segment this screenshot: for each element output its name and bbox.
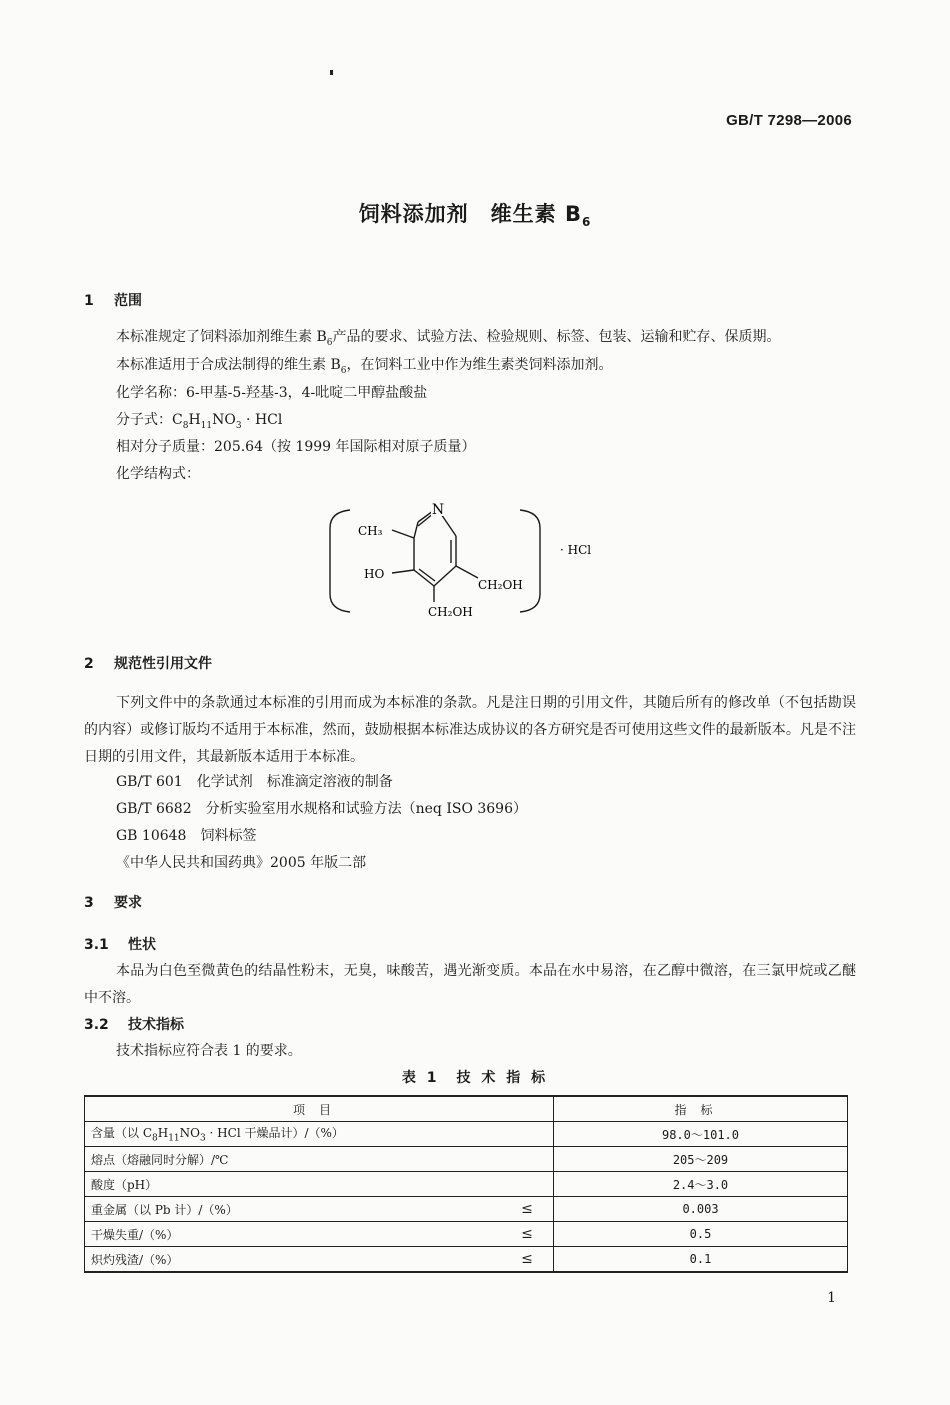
row-comparator (501, 1172, 554, 1197)
title-subscript: 6 (581, 215, 592, 230)
hcl-label: · HCl (560, 543, 592, 557)
standard-code: GB/T 7298—2006 (726, 112, 852, 129)
text: 本标准适用于合成法制得的维生素 B (116, 357, 341, 373)
row-item: 炽灼残渣/（%） (85, 1247, 502, 1273)
section-title: 范围 (114, 293, 142, 309)
text: 含量（以 C (91, 1126, 152, 1141)
text: C (172, 412, 183, 428)
column-header-value: 指标 (554, 1096, 848, 1122)
scope-paragraph-1 (116, 326, 780, 354)
text: ，在饲料工业中作为维生素类饲料添加剂。 (346, 357, 613, 373)
section-3-1-heading (84, 934, 156, 954)
row-item: 干燥失重/（%） (85, 1222, 502, 1247)
section-number: 2 (84, 656, 94, 672)
scan-speck (330, 70, 333, 75)
table-row (85, 1222, 848, 1247)
references-intro-paragraph: 下列文件中的条款通过本标准的引用而成为本标准的条款。凡是注日期的引用文件，其随后所有的修改单（不包括勘误的内容）或修订版均不适用于本标准，然而，鼓励根据本标准达成协议的各方研究是否可使用这些文件的最新版本。凡是不注日期的引用文件，其最新版本适用于本标准。 (84, 695, 856, 765)
subscript: 6 (326, 337, 333, 348)
double-bond (419, 569, 435, 581)
table-row (85, 1197, 848, 1222)
text: 产品的要求、试验方法、检验规则、标签、包装、运输和贮存、保质期。 (332, 329, 781, 345)
text: NO (179, 1126, 200, 1141)
row-comparator (501, 1122, 554, 1147)
text: · HCl (241, 412, 283, 428)
subscript: 3 (200, 1133, 206, 1144)
section-number: 3 (84, 895, 94, 911)
table-row (85, 1147, 848, 1172)
section-number: 3.2 (84, 1017, 109, 1033)
bond (414, 522, 418, 538)
subscript: 11 (168, 1133, 180, 1144)
chemical-name: 化学名称：6-甲基-5-羟基-3，4-吡啶二甲醇盐酸盐 (116, 385, 428, 401)
section-2-heading (84, 653, 212, 673)
text: · HCl 干燥品计）/（%） (205, 1126, 344, 1141)
molecular-formula (116, 409, 282, 437)
section-title: 技术指标 (128, 1017, 184, 1033)
subscript: 3 (235, 420, 242, 431)
right-bracket (520, 510, 540, 612)
section-title: 要求 (114, 895, 142, 911)
hydroxymethyl-bond (456, 566, 478, 578)
row-value: 205～209 (554, 1147, 848, 1172)
label: 分子式： (116, 412, 172, 428)
title-text: 饲料添加剂 维生素 B (358, 202, 582, 226)
text: NO (212, 412, 236, 428)
left-bracket (330, 510, 350, 612)
section-3-heading (84, 892, 142, 912)
row-value: 0.5 (554, 1222, 848, 1247)
table-row (85, 1172, 848, 1197)
row-comparator: ≤ (501, 1247, 554, 1273)
table-row (85, 1122, 848, 1147)
reference-item: GB/T 601 化学试剂 标准滴定溶液的制备 (116, 774, 393, 790)
row-value: 0.1 (554, 1247, 848, 1273)
row-item: 酸度（pH） (85, 1172, 502, 1197)
technical-indicators-table (84, 1095, 848, 1273)
pyridine-ring (392, 508, 478, 602)
hydroxyl-bond (392, 570, 414, 573)
section-title: 性状 (128, 937, 156, 953)
structure-label: 化学结构式： (116, 466, 200, 482)
document-title (0, 198, 950, 229)
subscript: 8 (152, 1133, 158, 1144)
subscript: 11 (200, 420, 213, 431)
methyl-bond (392, 530, 414, 538)
table-header-row (85, 1096, 848, 1122)
reference-item: 《中华人民共和国药典》2005 年版二部 (116, 855, 367, 871)
row-comparator: ≤ (501, 1222, 554, 1247)
table-caption: 表 1 技 术 指 标 (401, 1070, 549, 1086)
section-title: 规范性引用文件 (114, 656, 212, 672)
hydroxymethyl-right-label: CH₂OH (478, 578, 523, 592)
section-number: 3.1 (84, 937, 109, 953)
table-row (85, 1247, 848, 1273)
row-item: 熔点（熔融同时分解）/℃ (85, 1147, 502, 1172)
molecular-mass: 相对分子质量：205.64（按 1999 年国际相对原子质量） (116, 439, 476, 455)
reference-item: GB 10648 饲料标签 (116, 828, 257, 844)
text: 本标准规定了饲料添加剂维生素 B (116, 329, 327, 345)
row-item: 重金属（以 Pb 计）/（%） (85, 1197, 502, 1222)
reference-item: GB/T 6682 分析实验室用水规格和试验方法（neq ISO 3696） (116, 801, 527, 817)
page-number: 1 (827, 1290, 836, 1306)
subscript: 6 (340, 365, 347, 376)
row-item (85, 1122, 502, 1147)
bond (434, 566, 456, 586)
spec-intro-line: 技术指标应符合表 1 的要求。 (116, 1043, 302, 1059)
chemical-structure-diagram (322, 498, 622, 626)
methyl-label: CH₃ (358, 524, 383, 538)
row-value: 98.0～101.0 (554, 1122, 848, 1147)
nitrogen-atom-label: N (431, 502, 445, 518)
subscript: 8 (182, 420, 189, 431)
column-header-item: 项目 (85, 1096, 554, 1122)
text: H (188, 412, 201, 428)
section-3-2-heading (84, 1014, 184, 1034)
row-comparator (501, 1147, 554, 1172)
scope-paragraph-2 (116, 354, 612, 382)
text: H (157, 1126, 169, 1141)
section-number: 1 (84, 293, 94, 309)
row-comparator: ≤ (501, 1197, 554, 1222)
hydroxyl-label: HO (364, 567, 385, 581)
row-value: 2.4～3.0 (554, 1172, 848, 1197)
properties-paragraph: 本品为白色至微黄色的结晶性粉末，无臭，味酸苦，遇光渐变质。本品在水中易溶，在乙醇中微溶，在三氯甲烷或乙醚中不溶。 (84, 963, 856, 1006)
row-value: 0.003 (554, 1197, 848, 1222)
section-1-heading (84, 290, 142, 310)
hydroxymethyl-bottom-label: CH₂OH (428, 605, 473, 619)
